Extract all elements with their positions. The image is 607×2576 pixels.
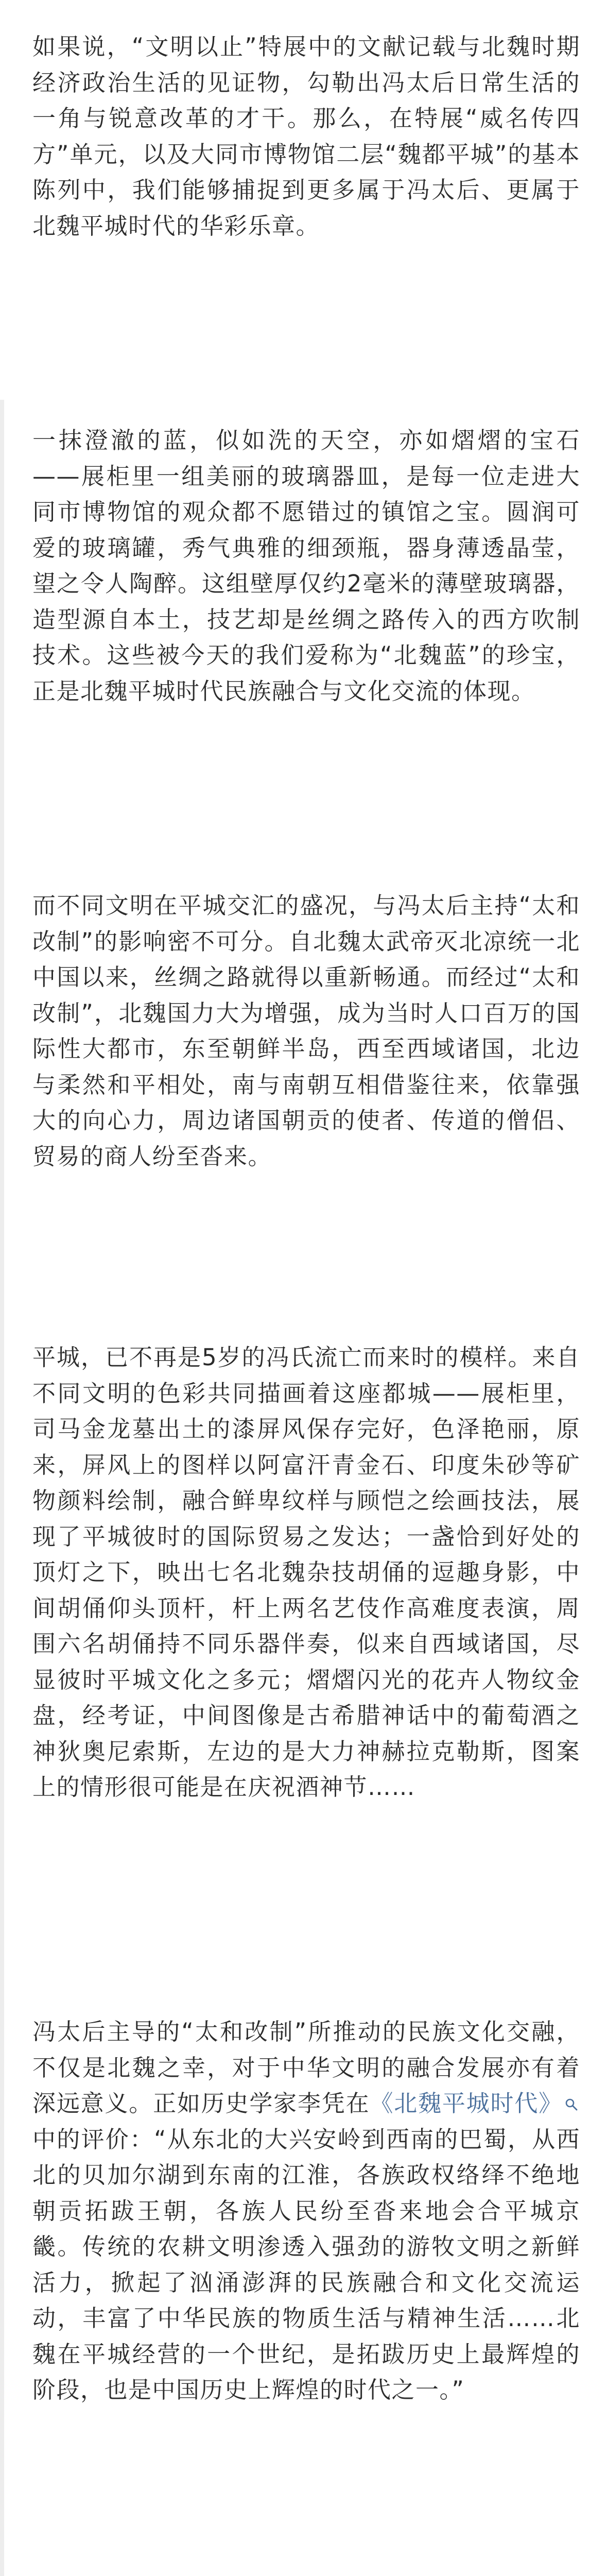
paragraph-5 <box>32 2014 580 2408</box>
paragraph-5-text-after: 中的评价：“从东北的大兴安岭到西南的巴蜀，从西北的贝加尔湖到东南的江淮，各族政权络绎不绝地朝贡拓跋王朝，各族人民纷至沓来地会合平城京畿。传统的农耕文明渗透入强劲的游牧文明之新鲜活力，掀起了汹涌澎湃的民族融合和文化交流运动，丰富了中华民族的物质生活与精神生活……北魏在平城经营的一个世纪，是拓跋历史上最辉煌的阶段，也是中国历史上辉煌的时代之一。” <box>32 2125 580 2403</box>
paragraph-2: 一抹澄澈的蓝，似如洗的天空，亦如熠熠的宝石——展柜里一组美丽的玻璃器皿，是每一位走进大同市博物馆的观众都不愿错过的镇馆之宝。圆润可爱的玻璃罐，秀气典雅的细颈瓶，器身薄透晶莹，望之令人陶醉。这组壁厚仅约2毫米的薄壁玻璃器，造型源自本土，技艺却是丝绸之路传入的西方吹制技术。这些被今天的我们爱称为“北魏蓝”的珍宝，正是北魏平城时代民族融合与文化交流的体现。 <box>32 427 580 705</box>
book-title-link[interactable]: 《北魏平城时代》 <box>370 2090 563 2117</box>
paragraph-5-text-before: 冯太后主导的“太和改制”所推动的民族文化交融，不仅是北魏之幸，对于中华文明的融合发展亦有着深远意义。正如历史学家李凭在 <box>32 2018 580 2117</box>
search-icon[interactable] <box>565 2086 578 2122</box>
section-divider-bar <box>0 400 4 2576</box>
paragraph-4: 平城，已不再是5岁的冯氏流亡而来时的模样。来自不同文明的色彩共同描画着这座都城——展柜里，司马金龙墓出土的漆屏风保存完好，色泽艳丽，原来，屏风上的图样以阿富汗青金石、印度朱砂等矿物颜料绘制，融合鲜卑纹样与顾恺之绘画技法，展现了平城彼时的国际贸易之发达；一盏恰到好处的顶灯之下，映出七名北魏杂技胡俑的逗趣身影，中间胡俑仰头顶杆，杆上两名艺伎作高难度表演，周围六名胡俑持不同乐器伴奏，似来自西域诸国，尽显彼时平城文化之多元；熠熠闪光的花卉人物纹金盘，经考证，中间图像是古希腊神话中的葡萄酒之神狄奥尼索斯，左边的是大力神赫拉克勒斯，图案上的情形很可能是在庆祝酒神节…… <box>32 1344 580 1801</box>
paragraph-3: 而不同文明在平城交汇的盛况，与冯太后主持“太和改制”的影响密不可分。自北魏太武帝灭北凉统一北中国以来，丝绸之路就得以重新畅通。而经过“太和改制”，北魏国力大为增强，成为当时人口百万的国际性大都市，东至朝鲜半岛，西至西域诸国，北边与柔然和平相处，南与南朝互相借鉴往来，依靠强大的向心力，周边诸国朝贡的使者、传道的僧侣、贸易的商人纷至沓来。 <box>32 892 580 1170</box>
paragraph-1: 如果说，“文明以止”特展中的文献记载与北魏时期经济政治生活的见证物，勾勒出冯太后日常生活的一角与锐意改革的才干。那么，在特展“威名传四方”单元，以及大同市博物馆二层“魏都平城”的基本陈列中，我们能够捕捉到更多属于冯太后、更属于北魏平城时代的华彩乐章。 <box>32 33 580 240</box>
